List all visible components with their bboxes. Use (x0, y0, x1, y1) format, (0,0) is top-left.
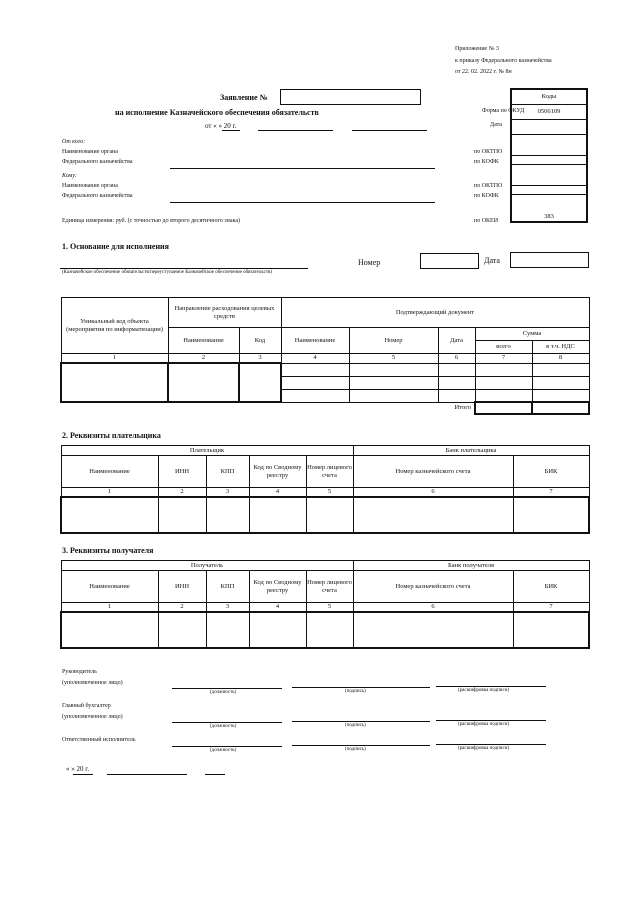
header-code: Код (239, 328, 281, 354)
statement-date-line: от « » 20 г. (205, 122, 237, 130)
statement-label: Заявление № (220, 93, 268, 102)
col-num: 2 (168, 354, 239, 364)
cell[interactable] (532, 376, 589, 389)
okei-value: 383 (511, 195, 587, 223)
col-num: 1 (61, 354, 168, 364)
payer-bank-header: Банк плательщика (353, 446, 589, 456)
section1-title: 1. Основание для исполнения (62, 242, 169, 251)
signing-date-line: « » 20 г. (66, 765, 90, 773)
head-sublabel: (уполномоченное лицо) (62, 680, 123, 686)
header-object-code: Уникальный код объекта (мероприятия по информатизации) (61, 298, 168, 354)
cell[interactable] (206, 612, 249, 648)
section2-title: 2. Реквизиты плательщика (62, 431, 161, 440)
cell[interactable] (532, 363, 589, 376)
head-decoding-field[interactable] (436, 686, 546, 687)
accountant-signature-field[interactable] (292, 721, 430, 722)
signature-caption: (подпись) (345, 747, 366, 752)
basis-date-field[interactable] (510, 252, 589, 268)
cell[interactable] (438, 376, 475, 389)
col-header: Номер казначейского счета (353, 456, 513, 488)
header-total: всего (475, 341, 532, 354)
basis-caption: (Казначейское обеспечение обязательств/переуступаемое Казначейское обеспечение обязательств) (62, 270, 273, 275)
col-num: 2 (158, 603, 206, 613)
statement-number-field[interactable] (280, 89, 421, 105)
col-num: 1 (61, 603, 158, 613)
basis-table (60, 297, 590, 415)
col-header: Номер лицевого счета (306, 456, 353, 488)
cell[interactable] (249, 612, 306, 648)
cell[interactable] (281, 363, 349, 376)
position-caption: (должность) (210, 724, 237, 729)
cell[interactable] (438, 389, 475, 402)
cell[interactable] (513, 497, 589, 533)
head-label: Руководитель (62, 669, 97, 675)
cell[interactable] (61, 612, 158, 648)
decoding-caption: (расшифровка подписи) (458, 688, 510, 693)
accountant-position-field[interactable] (172, 722, 282, 723)
cell[interactable] (239, 363, 281, 402)
oktpo-label-2: по ОКТПО (474, 183, 503, 189)
position-caption: (должность) (210, 690, 237, 695)
cell[interactable] (206, 497, 249, 533)
responsible-signature-field[interactable] (292, 745, 430, 746)
col-num: 3 (206, 488, 249, 498)
kofk-label-1: по КОФК (474, 159, 499, 165)
cell[interactable] (353, 497, 513, 533)
oktpo-cell-2[interactable] (511, 165, 587, 186)
col-header: Наименование (61, 456, 158, 488)
signature-caption: (подпись) (345, 723, 366, 728)
col-num: 1 (61, 488, 158, 498)
accountant-sublabel: (уполномоченное лицо) (62, 714, 123, 720)
col-header: КПП (206, 571, 249, 603)
to-line2: Федерального казначейства (62, 193, 133, 199)
section3-title: 3. Реквизиты получателя (62, 546, 154, 555)
from-heading: От кого: (62, 139, 86, 145)
cell[interactable] (249, 497, 306, 533)
kofk-label-2: по КОФК (474, 193, 499, 199)
col-num: 4 (281, 354, 349, 364)
cell[interactable] (349, 363, 438, 376)
okud-label: Форма по ОКУД (482, 108, 525, 114)
header-direction: Направление расходования целевых средств (168, 298, 281, 328)
col-header: Номер лицевого счета (306, 571, 353, 603)
col-num: 7 (513, 603, 589, 613)
cell[interactable] (158, 497, 206, 533)
codes-table (510, 88, 588, 223)
basis-number-field[interactable] (420, 253, 479, 269)
header-sum: Сумма (475, 328, 589, 341)
col-header: Код по Сводному реестру (249, 571, 306, 603)
kofk-cell-1[interactable] (511, 156, 587, 165)
cell[interactable] (306, 497, 353, 533)
col-num: 5 (349, 354, 438, 364)
col-num: 4 (249, 603, 306, 613)
cell[interactable] (532, 389, 589, 402)
header-name: Наименование (168, 328, 239, 354)
accountant-label: Главный бухгалтер (62, 703, 111, 709)
col-header: ИНН (158, 571, 206, 603)
basis-field[interactable] (60, 268, 308, 269)
recipient-table (60, 560, 590, 649)
payer-header: Плательщик (61, 446, 353, 456)
col-num: 8 (532, 354, 589, 364)
col-num: 6 (438, 354, 475, 364)
appendix-line3: от 22. 02. 2022 г. № 8н (455, 69, 512, 75)
date-code-cell[interactable] (511, 120, 587, 135)
cell[interactable] (475, 376, 532, 389)
total-label: Итого (454, 404, 471, 412)
col-header: КПП (206, 456, 249, 488)
header-doc-number: Номер (349, 328, 438, 354)
col-num: 7 (475, 354, 532, 364)
col-num: 7 (513, 488, 589, 498)
cell[interactable] (61, 363, 168, 402)
col-num: 4 (249, 488, 306, 498)
responsible-label: Ответственный исполнитель (62, 737, 136, 743)
total-cell[interactable] (475, 402, 532, 414)
kofk-cell-2[interactable] (511, 186, 587, 195)
from-line1: Наименование органа (62, 149, 118, 155)
cell[interactable] (281, 376, 349, 389)
col-header: БИК (513, 456, 589, 488)
col-num: 3 (239, 354, 281, 364)
col-num: 3 (206, 603, 249, 613)
cell[interactable] (438, 363, 475, 376)
cell[interactable] (168, 363, 239, 402)
codes-header: Коды (511, 89, 587, 105)
appendix-line1: Приложение № 3 (455, 46, 499, 52)
statement-subtitle: на исполнение Казначейского обеспечения обязательств (115, 108, 319, 117)
cell[interactable] (158, 612, 206, 648)
cell[interactable] (353, 612, 513, 648)
signature-caption: (подпись) (345, 689, 366, 694)
from-field[interactable] (170, 168, 435, 169)
to-heading: Кому: (62, 173, 77, 179)
col-header: Наименование (61, 571, 158, 603)
header-doc-date: Дата (438, 328, 475, 354)
col-num: 6 (353, 603, 513, 613)
appendix-line2: к приказу Федерального казначейства (455, 58, 552, 64)
col-num: 6 (353, 488, 513, 498)
oktpo-label-1: по ОКТПО (474, 149, 503, 155)
cell[interactable] (306, 612, 353, 648)
basis-date-label: Дата (484, 256, 500, 265)
oktpo-cell-1[interactable] (511, 135, 587, 156)
cell[interactable] (513, 612, 589, 648)
okei-label: по ОКЕИ (474, 218, 499, 224)
accountant-decoding-field[interactable] (436, 720, 546, 721)
cell[interactable] (61, 497, 158, 533)
col-header: Номер казначейского счета (353, 571, 513, 603)
payer-table (60, 445, 590, 534)
head-position-field[interactable] (172, 688, 282, 689)
col-header: ИНН (158, 456, 206, 488)
position-caption: (должность) (210, 748, 237, 753)
col-num: 5 (306, 488, 353, 498)
col-num: 2 (158, 488, 206, 498)
responsible-decoding-field[interactable] (436, 744, 546, 745)
col-header: БИК (513, 571, 589, 603)
cell[interactable] (281, 389, 349, 402)
unit-label: Единица измерения: руб. (с точностью до второго десятичного знака) (62, 218, 240, 224)
okud-value: 0506109 (511, 105, 587, 120)
total-vat-cell[interactable] (532, 402, 589, 414)
to-field[interactable] (170, 202, 435, 203)
cell[interactable] (349, 376, 438, 389)
header-vat: в т.ч. НДС (532, 341, 589, 354)
decoding-caption: (расшифровка подписи) (458, 746, 510, 751)
date-code-label: Дата (490, 122, 502, 128)
decoding-caption: (расшифровка подписи) (458, 722, 510, 727)
responsible-position-field[interactable] (172, 746, 282, 747)
header-document: Подтверждающий документ (281, 298, 589, 328)
from-line2: Федерального казначейства (62, 159, 133, 165)
col-num: 5 (306, 603, 353, 613)
header-doc-name: Наименование (281, 328, 349, 354)
cell[interactable] (475, 363, 532, 376)
cell[interactable] (475, 389, 532, 402)
number-label: Номер (358, 258, 381, 267)
recipient-header: Получатель (61, 561, 353, 571)
to-line1: Наименование органа (62, 183, 118, 189)
recipient-bank-header: Банк получателя (353, 561, 589, 571)
head-signature-field[interactable] (292, 687, 430, 688)
cell[interactable] (349, 389, 438, 402)
col-header: Код по Сводному реестру (249, 456, 306, 488)
